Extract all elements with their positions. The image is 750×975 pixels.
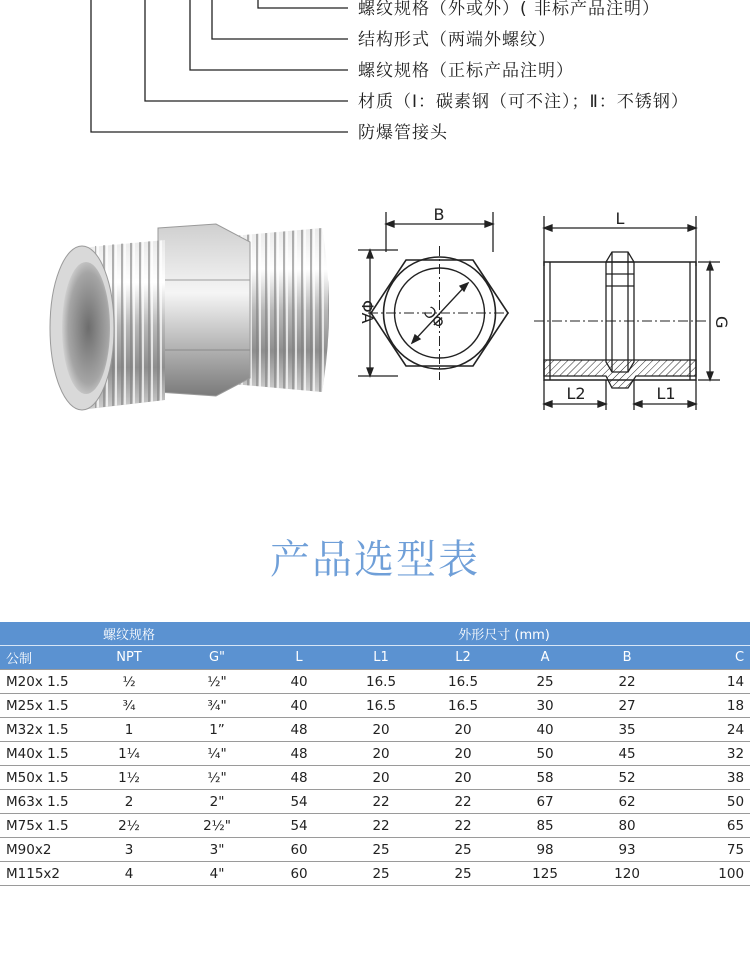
cell-b: 93 (586, 838, 668, 862)
column-header-c: C (668, 646, 750, 670)
cell-l: 40 (258, 670, 340, 694)
cell-c: 100 (668, 862, 750, 886)
cell-npt: 2½ (82, 814, 176, 838)
cell-npt: 1¼ (82, 742, 176, 766)
cell-g: ¾" (176, 694, 258, 718)
cell-l2: 25 (422, 862, 504, 886)
table-row (0, 838, 750, 862)
cell-l2: 20 (422, 742, 504, 766)
cell-c: 75 (668, 838, 750, 862)
cell-a: 58 (504, 766, 586, 790)
cell-l1: 16.5 (340, 670, 422, 694)
cell-l: 48 (258, 718, 340, 742)
column-header-l2: L2 (422, 646, 504, 670)
cell-npt: 3 (82, 838, 176, 862)
cell-l1: 22 (340, 814, 422, 838)
cell-a: 25 (504, 670, 586, 694)
table-row (0, 718, 750, 742)
table-row (0, 814, 750, 838)
legend-item-thread-nonstandard: 螺纹规格（外或外）( 非标产品注明） (358, 0, 661, 19)
cell-c: 32 (668, 742, 750, 766)
cell-g: 1” (176, 718, 258, 742)
cell-l: 48 (258, 766, 340, 790)
cell-g: ¼" (176, 742, 258, 766)
cell-l: 60 (258, 838, 340, 862)
spec-table (0, 622, 750, 886)
column-header-l1: L1 (340, 646, 422, 670)
cell-b: 22 (586, 670, 668, 694)
label-l2: L2 (566, 384, 586, 403)
cell-metric: M20x 1.5 (0, 670, 82, 694)
column-header-a: A (504, 646, 586, 670)
side-view-drawing (530, 200, 740, 420)
cell-a: 40 (504, 718, 586, 742)
cell-c: 65 (668, 814, 750, 838)
cell-a: 125 (504, 862, 586, 886)
column-header-metric: 公制 (0, 646, 82, 670)
cell-l1: 22 (340, 790, 422, 814)
cell-b: 120 (586, 862, 668, 886)
cell-metric: M50x 1.5 (0, 766, 82, 790)
cell-npt: 2 (82, 790, 176, 814)
label-l1: L1 (656, 384, 676, 403)
table-row (0, 862, 750, 886)
cell-a: 67 (504, 790, 586, 814)
cell-l2: 22 (422, 790, 504, 814)
cell-c: 50 (668, 790, 750, 814)
cell-npt: ½ (82, 670, 176, 694)
cell-l1: 25 (340, 862, 422, 886)
cell-l1: 20 (340, 742, 422, 766)
cell-a: 30 (504, 694, 586, 718)
cell-b: 27 (586, 694, 668, 718)
cell-b: 80 (586, 814, 668, 838)
cell-npt: 4 (82, 862, 176, 886)
cell-g: ½" (176, 766, 258, 790)
label-g: G (712, 316, 731, 329)
cell-b: 35 (586, 718, 668, 742)
cell-l1: 20 (340, 766, 422, 790)
cell-g: 2" (176, 790, 258, 814)
cell-npt: 1 (82, 718, 176, 742)
cell-l2: 25 (422, 838, 504, 862)
cell-g: ½" (176, 670, 258, 694)
column-header-b: B (586, 646, 668, 670)
cell-l: 54 (258, 790, 340, 814)
cell-l1: 25 (340, 838, 422, 862)
section-title: 产品选型表 (270, 537, 480, 583)
cell-l2: 20 (422, 718, 504, 742)
legend-item-material: 材质（Ⅰ：碳素钢（可不注）；Ⅱ：不锈钢） (358, 92, 689, 112)
label-diameter-c: ΦC (420, 302, 449, 332)
cell-l2: 16.5 (422, 694, 504, 718)
cell-l: 48 (258, 742, 340, 766)
cell-l1: 16.5 (340, 694, 422, 718)
legend-item-product-name: 防爆管接头 (358, 123, 448, 143)
table-row (0, 742, 750, 766)
cell-b: 45 (586, 742, 668, 766)
cell-g: 3" (176, 838, 258, 862)
cell-l: 54 (258, 814, 340, 838)
column-header-npt: NPT (82, 646, 176, 670)
product-photo (40, 200, 340, 440)
table-column-header-row (0, 646, 750, 670)
legend-item-structure: 结构形式（两端外螺纹） (358, 30, 556, 50)
table-row (0, 670, 750, 694)
table-row (0, 790, 750, 814)
label-l: L (615, 209, 625, 228)
cell-a: 50 (504, 742, 586, 766)
cell-l: 60 (258, 862, 340, 886)
cell-b: 62 (586, 790, 668, 814)
cell-metric: M40x 1.5 (0, 742, 82, 766)
front-view-drawing (350, 200, 520, 420)
cell-b: 52 (586, 766, 668, 790)
label-diameter-a: ΦA (358, 300, 377, 324)
table-body (0, 670, 750, 886)
cell-metric: M32x 1.5 (0, 718, 82, 742)
cell-l1: 20 (340, 718, 422, 742)
legend-item-thread-standard: 螺纹规格（正标产品注明） (358, 61, 574, 81)
cell-npt: 1½ (82, 766, 176, 790)
cell-metric: M25x 1.5 (0, 694, 82, 718)
cell-g: 4" (176, 862, 258, 886)
table-row (0, 694, 750, 718)
cell-a: 85 (504, 814, 586, 838)
cell-a: 98 (504, 838, 586, 862)
cell-c: 38 (668, 766, 750, 790)
column-header-l: L (258, 646, 340, 670)
group-header-dimensions: 外形尺寸 (mm) (258, 622, 750, 646)
cell-metric: M115x2 (0, 862, 82, 886)
table-group-header-row (0, 622, 750, 646)
label-b: B (433, 205, 445, 224)
cell-l2: 16.5 (422, 670, 504, 694)
group-header-thread-spec: 螺纹规格 (0, 622, 258, 646)
cell-c: 18 (668, 694, 750, 718)
column-header-g: G" (176, 646, 258, 670)
cell-npt: ¾ (82, 694, 176, 718)
cell-metric: M75x 1.5 (0, 814, 82, 838)
cell-c: 14 (668, 670, 750, 694)
cell-l2: 20 (422, 766, 504, 790)
cell-metric: M63x 1.5 (0, 790, 82, 814)
cell-g: 2½" (176, 814, 258, 838)
table-row (0, 766, 750, 790)
cell-l: 40 (258, 694, 340, 718)
cell-c: 24 (668, 718, 750, 742)
cell-l2: 22 (422, 814, 504, 838)
cell-metric: M90x2 (0, 838, 82, 862)
